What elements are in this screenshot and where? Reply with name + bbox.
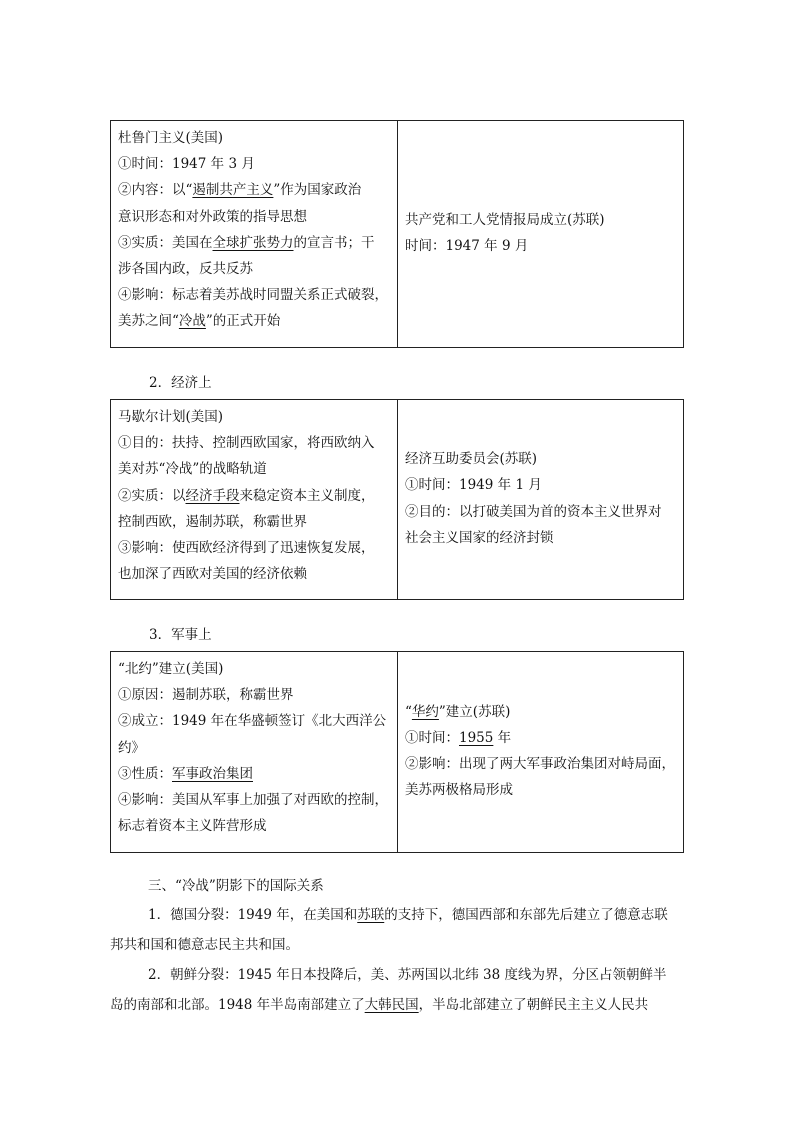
cell-line: ③实质：美国在全球扩张势力的宣言书；干 <box>118 234 375 251</box>
cell-line: ①目的：扶持、控制西欧国家，将西欧纳入 <box>118 435 375 452</box>
cell-line: 社会主义国家的经济封锁 <box>405 529 554 546</box>
nato-table <box>110 651 684 853</box>
cell-title: “北约”建立(美国) <box>118 661 224 677</box>
cell-line: ②目的：以打破美国为首的资本主义世界对 <box>405 503 662 520</box>
cell-line: 意识形态和对外政策的指导思想 <box>118 208 307 225</box>
cell-title: 杜鲁门主义(美国) <box>118 130 224 146</box>
cell-title: 马歇尔计划(美国) <box>118 409 224 425</box>
cell-line: ③性质：军事政治集团 <box>118 765 253 782</box>
comecon-cell <box>398 400 683 599</box>
underlined-term: 经济手段 <box>185 487 240 504</box>
cell-line: ④影响：标志着美苏战时同盟关系正式破裂， <box>118 287 388 304</box>
paragraph-line: 岛的南部和北部。1948 年半岛南部建立了大韩民国，半岛北部建立了朝鲜民主主义人民共 <box>110 997 649 1013</box>
paragraph-germany <box>110 900 690 960</box>
marshall-plan-table <box>110 399 684 600</box>
cell-line: 标志着资本主义阵营形成 <box>118 818 267 835</box>
cell-line: 时间：1947 年 9 月 <box>405 238 529 254</box>
underlined-term: 苏联 <box>357 907 385 923</box>
paragraph-line: 邦共和国和德意志民主共和国。 <box>110 937 299 953</box>
cell-title: 经济互助委员会(苏联) <box>405 451 538 468</box>
truman-doctrine-table <box>110 120 684 348</box>
cell-line: ④影响：美国从军事上加强了对西欧的控制， <box>118 792 388 809</box>
cell-line: ②实质：以经济手段来稳定资本主义制度， <box>118 487 375 504</box>
cell-line: 控制西欧，遏制苏联，称霸世界 <box>118 513 307 530</box>
warsaw-pact-cell <box>398 652 683 852</box>
heading-military: 3．军事上 <box>149 627 212 643</box>
nato-cell <box>111 652 398 852</box>
cell-title: 共产党和工人党情报局成立(苏联) <box>405 211 605 228</box>
cell-line: ②影响：出现了两大军事政治集团对峙局面， <box>405 756 675 772</box>
marshall-plan-cell <box>111 400 398 599</box>
truman-doctrine-cell <box>111 121 398 347</box>
cell-line: 美对苏“冷战”的战略轨道 <box>118 461 267 478</box>
cell-line: ①时间：1955 年 <box>405 729 512 746</box>
cominform-cell <box>398 121 683 347</box>
cell-line: 美苏两极格局形成 <box>405 782 513 799</box>
underlined-term: 军事政治集团 <box>172 765 253 782</box>
section-heading: 三、“冷战”阴影下的国际关系 <box>148 878 324 894</box>
underlined-term: 冷战 <box>178 313 206 330</box>
cell-line: 约》 <box>118 739 145 756</box>
cell-line: ②内容：以“遏制共产主义”作为国家政治 <box>118 182 362 199</box>
underlined-term: 大韩民国 <box>364 997 419 1013</box>
cell-title: “华约”建立(苏联) <box>405 703 511 720</box>
cell-line: ①时间：1947 年 3 月 <box>118 156 255 173</box>
underlined-term: 全球扩张势力 <box>212 234 294 251</box>
underlined-term: 华约 <box>411 703 439 720</box>
cell-line: 涉各国内政，反共反苏 <box>118 261 253 278</box>
underlined-term: 遏制共产主义 <box>192 182 274 199</box>
cell-line: ②成立：1949 年在华盛顿签订《北大西洋公 <box>118 713 387 730</box>
cell-line: ①原因：遏制苏联，称霸世界 <box>118 687 294 704</box>
cell-line: 美苏之间“冷战”的正式开始 <box>118 313 281 330</box>
paragraph-korea <box>110 960 690 1020</box>
underlined-term: 1955 <box>459 729 494 746</box>
heading-economy: 2．经济上 <box>149 375 212 391</box>
paragraph-line: 2．朝鲜分裂：1945 年日本投降后，美、苏两国以北纬 38 度线为界，分区占领朝鲜半 <box>148 967 667 983</box>
cell-line: 也加深了西欧对美国的经济依赖 <box>118 566 307 583</box>
cell-line: ③影响：使西欧经济得到了迅速恢复发展， <box>118 540 375 557</box>
cell-line: ①时间：1949 年 1 月 <box>405 477 542 494</box>
paragraph-line: 1．德国分裂：1949 年，在美国和苏联的支持下，德国西部和东部先后建立了德意志联 <box>148 907 668 923</box>
